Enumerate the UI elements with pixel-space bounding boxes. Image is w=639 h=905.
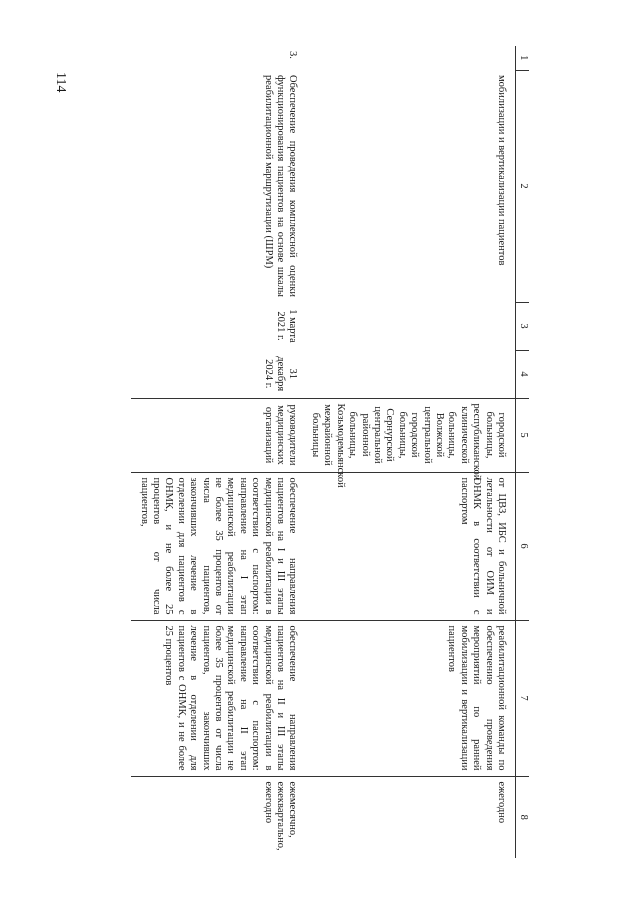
start-date-cell: 1 марта 2021 г. <box>275 309 299 343</box>
result-cell: обеспечение направления пациентов на I и III этапы медицинской реабилитации в соответствии с паспортом: направление на I этап медицинской реабилитации не более 35 процентов от числа пациентов, закончивших лечение в отделении для пациентов с ОНМК, и не более 25 процентов от числа пациентов, <box>131 472 302 620</box>
frequency-cell: ежегодно <box>303 776 516 858</box>
measures-table <box>131 46 529 858</box>
indicator-cell: реабилитационной команды по обеспечению проведения мероприятий по ранней мобилизации и вертикализации пациентов <box>303 620 516 776</box>
indicator-cell: обеспечение направления пациентов на II и III этапы медицинской реабилитации в соответствии с паспортом: направление на II этап медицинской реабилитации не более 35 процентов от числа пациентов, закончивших лечение в отделении для пациентов с ОНМК, и не более 25 процентов <box>131 620 302 776</box>
end-date-cell: 31 декабря 2024 г. <box>262 356 299 392</box>
page-number: 114 <box>53 72 68 93</box>
row-number <box>303 46 516 70</box>
frequency-cell: ежемесячно, ежеквартально, ежегодно <box>131 776 302 858</box>
responsible-cell: городской больницы, республиканской клинической больницы, Волжской центральной городской больницы, Сернурской центральной районной больницы, Козьмодемьянской межрайонной больницы <box>303 398 516 472</box>
header-cell: 2 <box>516 70 530 302</box>
table-row <box>131 46 302 858</box>
rotated-table-container <box>121 46 529 858</box>
responsible-cell: руководители медицинских организаций <box>131 398 302 472</box>
header-cell: 1 <box>516 46 530 70</box>
header-cell: 3 <box>516 302 530 350</box>
measure-cell: мобилизации и вертикализации пациентов <box>496 75 507 266</box>
header-cell: 7 <box>516 620 530 776</box>
header-cell: 8 <box>516 776 530 858</box>
start-date-cell <box>303 302 516 350</box>
header-cell: 4 <box>516 350 530 398</box>
result-cell: от ЦВЗ, ИБС и больничной летальности от ОИМ и ОНМК в соответствии с паспортом <box>303 472 516 620</box>
end-date-cell <box>303 350 516 398</box>
header-cell: 5 <box>516 398 530 472</box>
row-number: 3. <box>287 51 299 59</box>
column-number-header <box>516 46 530 858</box>
header-cell: 6 <box>516 472 530 620</box>
table-row <box>303 46 516 858</box>
measure-cell: Обеспечение проведения комплексной оценки функционирования пациентов на основе шкалы реабилитационной маршрутизации (ШРМ) <box>262 75 299 297</box>
